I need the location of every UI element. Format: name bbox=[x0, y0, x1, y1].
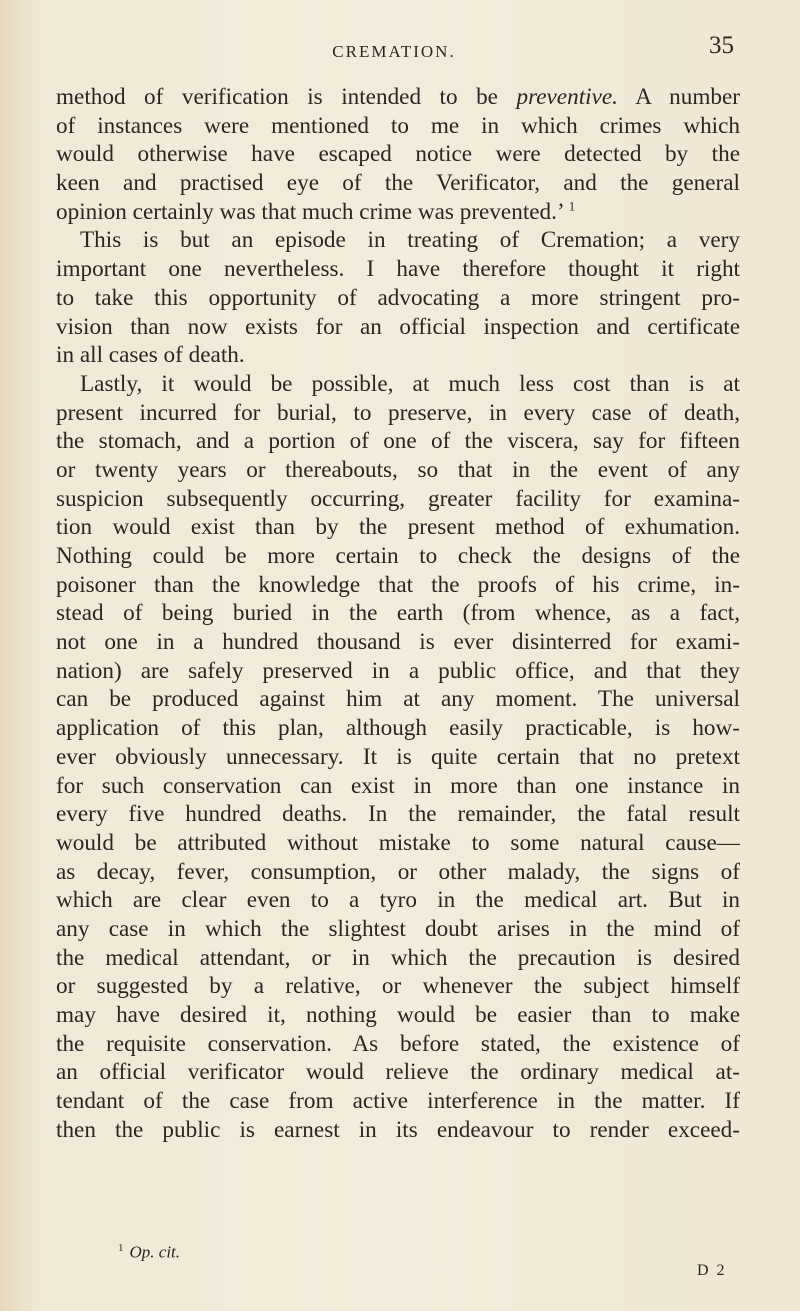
body-text bbox=[56, 83, 740, 1144]
running-head: CREMATION. bbox=[332, 42, 456, 61]
text-line: stead of being buried in the earth (from whence, as a fact, bbox=[56, 600, 740, 627]
text-line: vision than now exists for an official inspection and certificate bbox=[56, 313, 740, 340]
signature-mark: D 2 bbox=[697, 1262, 727, 1279]
text-line: would be attributed without mistake to some natural cause— bbox=[56, 829, 740, 856]
text-line: nation) are safely preserved in a public office, and that they bbox=[56, 657, 740, 684]
text-line: would otherwise have escaped notice were detected by the bbox=[56, 141, 740, 168]
text-line: the requisite conservation. As before stated, the existence of bbox=[56, 1030, 740, 1057]
text-line: to take this opportunity of advocating a more stringent pro- bbox=[56, 284, 740, 311]
footnote-marker: 1 bbox=[118, 1242, 124, 1254]
text-line: suspicion subsequently occurring, greater facility for examina- bbox=[56, 485, 740, 512]
text-line: as decay, fever, consumption, or other malady, the signs of bbox=[56, 858, 740, 885]
text-line: or twenty years or thereabouts, so that in the event of any bbox=[56, 456, 740, 483]
text-line: application of this plan, although easily practicable, is how- bbox=[56, 715, 740, 742]
text-line: the medical attendant, or in which the precaution is desired bbox=[56, 944, 740, 971]
text-line: This is but an episode in treating of Cremation; a very bbox=[80, 227, 740, 254]
text-line: tion would exist than by the present method of exhumation. bbox=[56, 514, 740, 541]
text-line: tendant of the case from active interference in the matter. If bbox=[56, 1088, 740, 1115]
text-line: then the public is earnest in its endeavour to render exceed- bbox=[56, 1116, 740, 1143]
text-line: any case in which the slightest doubt arises in the mind of bbox=[56, 915, 740, 942]
text-line: for such conservation can exist in more than one instance in bbox=[56, 772, 740, 799]
page-header bbox=[54, 32, 734, 68]
text-line: important one nevertheless. I have therefore thought it right bbox=[56, 256, 740, 283]
footnote bbox=[118, 1242, 180, 1263]
text-line: of instances were mentioned to me in which crimes which bbox=[56, 112, 740, 139]
text-line: may have desired it, nothing would be easier than to make bbox=[56, 1002, 740, 1028]
text-line: ever obviously unnecessary. It is quite certain that no pretext bbox=[56, 743, 740, 770]
text-line: Lastly, it would be possible, at much less cost than is at bbox=[80, 370, 740, 397]
text-line: present incurred for burial, to preserve, in every case of death, bbox=[56, 399, 740, 426]
text-line: an official verificator would relieve the ordinary medical at- bbox=[56, 1059, 740, 1086]
text-line: method of verification is intended to be preventive. A number bbox=[56, 84, 740, 110]
footnote-reference: 1 bbox=[568, 198, 576, 214]
text-line: every five hundred deaths. In the remainder, the fatal result bbox=[56, 801, 740, 828]
text-line: the stomach, and a portion of one of the viscera, say for fifteen bbox=[56, 428, 740, 455]
text-line: poisoner than the knowledge that the proofs of his crime, in- bbox=[56, 571, 740, 598]
page-number: 35 bbox=[709, 32, 734, 59]
text-line: opinion certainly was that much crime was prevented.’ $^1$ bbox=[56, 198, 576, 225]
text-line: keen and practised eye of the Verificator, and the general bbox=[56, 170, 740, 197]
text-line: Nothing could be more certain to check the designs of the bbox=[56, 543, 740, 569]
text-line: in all cases of death. bbox=[56, 342, 245, 369]
text-line: which are clear even to a tyro in the medical art. But in bbox=[56, 887, 740, 914]
footnote-text: Op. cit. bbox=[129, 1242, 181, 1262]
text-line: can be produced against him at any moment. The universal bbox=[56, 686, 740, 713]
text-line: or suggested by a relative, or whenever the subject himself bbox=[56, 973, 740, 1000]
text-line: not one in a hundred thousand is ever disinterred for exami- bbox=[56, 629, 740, 656]
